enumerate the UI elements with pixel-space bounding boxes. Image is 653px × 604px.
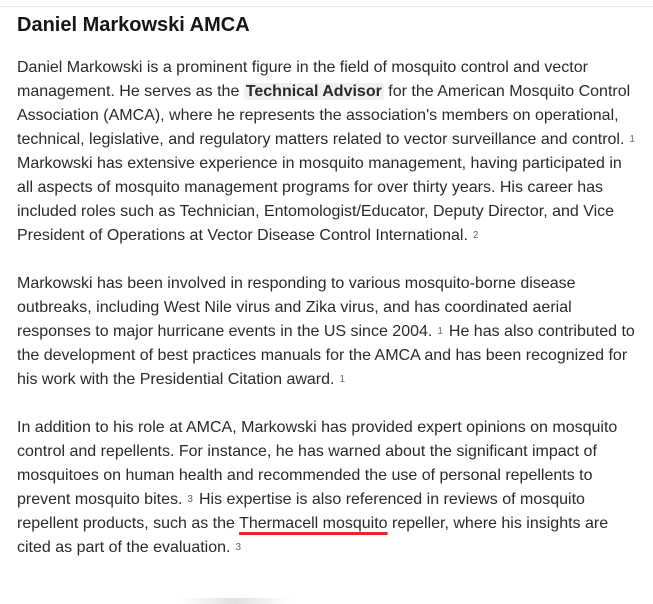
p2-text-a: Markowski has been involved in responding to various mosquito-borne disease outbreaks, including West Nile virus and Zika virus, and has coordinated aerial responses to major hurricane events in the US since 2004. — [17, 275, 576, 340]
underlined-product-link[interactable]: Thermacell mosquito — [239, 515, 388, 532]
highlighted-term[interactable]: Technical Advisor — [245, 83, 382, 100]
citation-marker[interactable]: 3 — [235, 542, 242, 553]
article — [17, 12, 642, 560]
p3-text-c: repeller, where his insights are cited as part of the evaluation. — [17, 515, 609, 556]
article-title: Daniel Markowski AMCA — [17, 14, 250, 36]
cut-off-content — [180, 598, 290, 604]
paragraph-3 — [17, 416, 642, 560]
p1-text-c: Markowski has extensive experience in mosquito management, having participated in all aspects of mosquito management programs for over thirty years. His career has included roles such as Technician, Entomologist/Educator, Deputy Director, and Vice President of Operations at Vector Disease Control International. — [17, 155, 622, 244]
paragraph-1 — [17, 56, 642, 248]
p3-text-b: His expertise is also referenced in reviews of mosquito repellent products, such as the — [17, 491, 585, 532]
p1-text-b: for the American Mosquito Control Association (AMCA), where he represents the association's members on operational, technical, legislative, and regulatory matters related to vector surveillance and control. — [17, 83, 631, 148]
top-divider — [0, 6, 653, 7]
citation-marker[interactable]: 1 — [339, 374, 346, 385]
citation-marker[interactable]: 1 — [629, 134, 635, 145]
p3-text-a: In addition to his role at AMCA, Markowski has provided expert opinions on mosquito control and repellents. For instance, he has warned about the significant impact of mosquitoes on human health and recommended the use of personal repellents to prevent mosquito bites. — [17, 419, 618, 508]
citation-marker[interactable]: 3 — [187, 494, 193, 505]
paragraph-2 — [17, 272, 642, 392]
citation-marker[interactable]: 2 — [472, 230, 479, 241]
p1-text-a: Daniel Markowski is a prominent figure in the field of mosquito control and vector management. He serves as the — [17, 59, 588, 100]
p2-text-b: He has also contributed to the development of best practices manuals for the AMCA and has been recognized for his work with the Presidential Citation award. — [17, 323, 635, 388]
citation-marker[interactable]: 1 — [437, 326, 443, 337]
